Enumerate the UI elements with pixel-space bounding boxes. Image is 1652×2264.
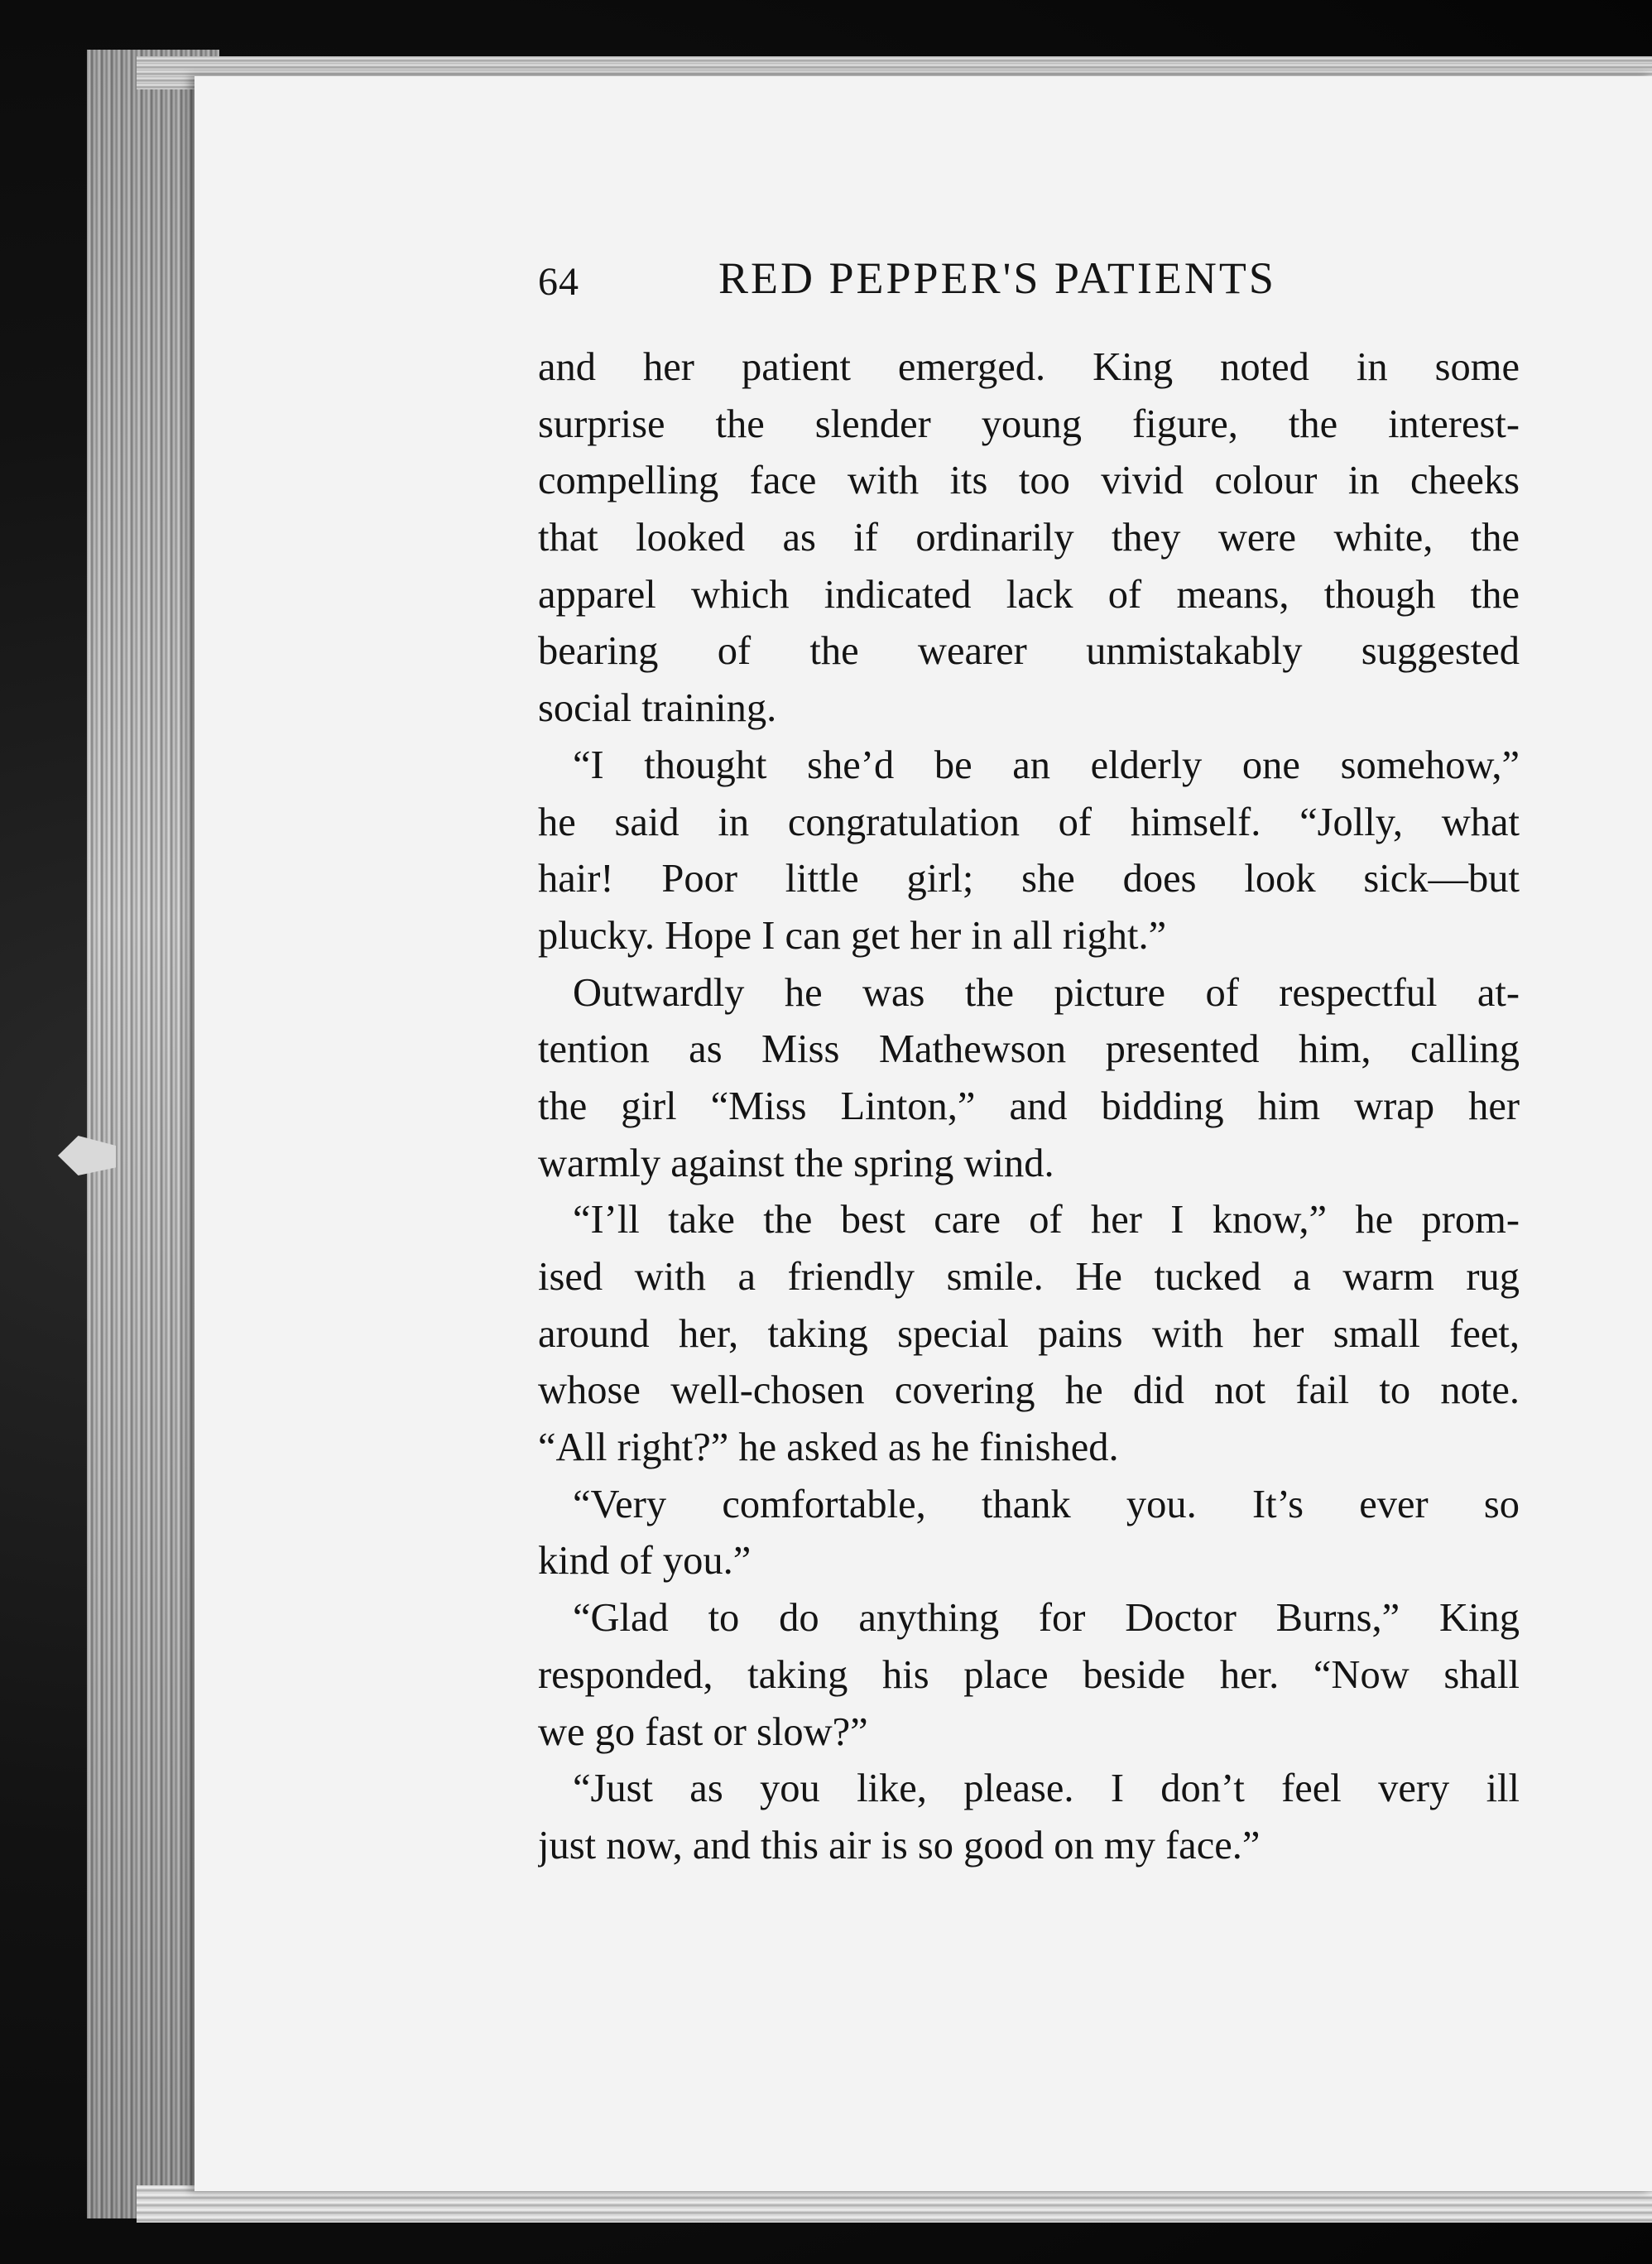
text-line: “I’ll take the best care of her I know,” he prom- bbox=[573, 1198, 1520, 1243]
page-number: 64 bbox=[538, 260, 579, 304]
text-line: “Just as you like, please. I don’t feel very ill bbox=[573, 1766, 1520, 1811]
text-line: social training. bbox=[538, 686, 777, 731]
text-line: compelling face with its too vivid colour in cheeks bbox=[538, 459, 1520, 503]
text-line: responded, taking his place beside her. “Now shall bbox=[538, 1652, 1520, 1697]
text-line: warmly against the spring wind. bbox=[538, 1141, 1054, 1185]
text-line: bearing of the wearer unmistakably suggested bbox=[538, 629, 1520, 674]
text-line: “Very comfortable, thank you. It’s ever so bbox=[573, 1482, 1520, 1526]
text-line: apparel which indicated lack of means, though the bbox=[538, 572, 1520, 617]
text-line: “All right?” he asked as he finished. bbox=[538, 1425, 1119, 1470]
text-line: ised with a friendly smile. He tucked a warm rug bbox=[538, 1255, 1520, 1299]
body-text bbox=[538, 339, 1520, 1875]
text-line: just now, and this air is so good on my face.” bbox=[538, 1823, 1261, 1867]
text-line: surprise the slender young figure, the interest- bbox=[538, 401, 1520, 446]
text-line: hair! Poor little girl; she does look sick—but bbox=[538, 857, 1520, 901]
text-line: that looked as if ordinarily they were white, the bbox=[538, 516, 1520, 560]
text-line: we go fast or slow?” bbox=[538, 1709, 868, 1754]
text-line: Outwardly he was the picture of respectful at- bbox=[573, 970, 1520, 1015]
text-line: “I thought she’d be an elderly one somehow,” bbox=[573, 743, 1520, 787]
running-title: RED PEPPER'S PATIENTS bbox=[718, 253, 1276, 303]
text-line: the girl “Miss Linton,” and bidding him wrap her bbox=[538, 1084, 1520, 1128]
text-line: around her, taking special pains with her small feet, bbox=[538, 1311, 1520, 1356]
page-header bbox=[538, 252, 1531, 319]
text-line: plucky. Hope I can get her in all right.” bbox=[538, 913, 1167, 958]
text-line: whose well-chosen covering he did not fail to note. bbox=[538, 1368, 1520, 1413]
text-line: tention as Miss Mathewson presented him, calling bbox=[538, 1027, 1520, 1072]
text-line: he said in congratulation of himself. “Jolly, what bbox=[538, 800, 1520, 844]
text-line: kind of you.” bbox=[538, 1539, 752, 1584]
text-line: “Glad to do anything for Doctor Burns,” King bbox=[573, 1596, 1520, 1641]
text-line: and her patient emerged. King noted in some bbox=[538, 345, 1520, 389]
